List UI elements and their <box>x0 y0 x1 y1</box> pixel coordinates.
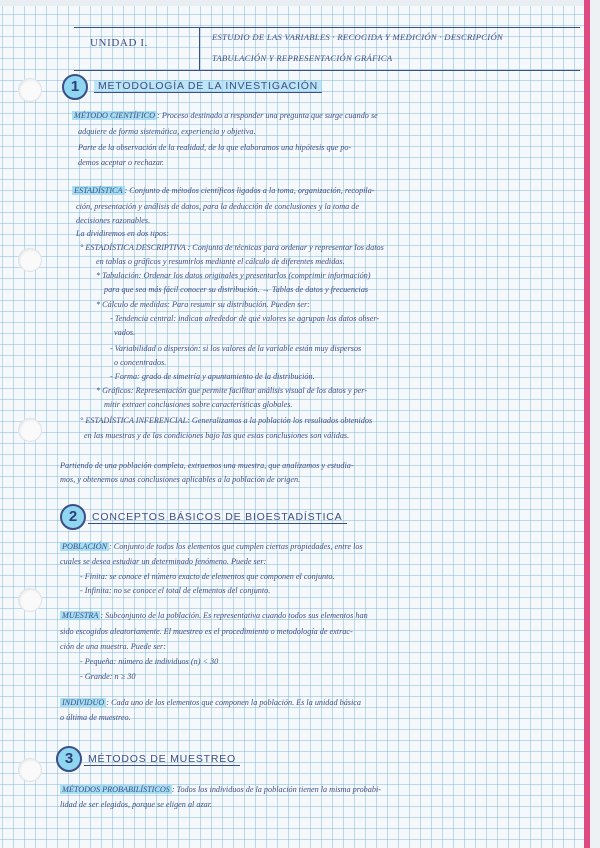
muestra-line-2: sido escogidos aleatoriamente. El muestreo es el procedimiento o metodología de extrac- <box>60 627 353 636</box>
muestra-def-text: : Subconjunto de la población. Es representativa cuando todos sus elementos han <box>100 611 368 620</box>
estadistica-def-text: : Conjunto de métodos científicos ligados a la toma, organización, recopila- <box>124 186 375 195</box>
binder-hole <box>18 758 42 782</box>
page-right-margin <box>584 0 600 848</box>
muestra-line-1 <box>60 610 368 621</box>
descriptiva-line-10: - Forma: grado de simetría y apuntamiento de la distribución. <box>110 372 315 381</box>
poblacion-line-4: - Infinita: no se conoce el total de elementos del conjunto. <box>80 586 271 595</box>
header-divider <box>199 28 200 70</box>
metodo-def-text: : Proceso destinado a responder una pregunta que surge cuando se <box>157 111 378 120</box>
binder-hole <box>18 588 42 612</box>
section-title-metodologia: METODOLOGÍA DE LA INVESTIGACIÓN <box>94 80 322 93</box>
poblacion-line-2: cuales se desea estudiar un determinado fenómeno. Puede ser: <box>60 557 267 566</box>
metodo-line-3: Parte de la observación de la realidad, de lo que elaboramos una hipótesis que po- <box>78 143 352 152</box>
estadistica-line-2: ción, presentación y análisis de datos, para la deducción de conclusiones y la toma de <box>76 202 360 211</box>
inferencial-line-1: ° ESTADÍSTICA INFERENCIAL: Generalizamos a la población los resultados obtenidos <box>80 416 373 425</box>
unit-topic-line-1: ESTUDIO DE LAS VARIABLES · RECOGIDA Y MEDICIÓN · DESCRIPCIÓN <box>212 32 503 42</box>
binder-hole <box>18 418 42 442</box>
muestra-line-3: ción de una muestra. Puede ser: <box>60 642 166 651</box>
section-title-conceptos: CONCEPTOS BÁSICOS DE BIOESTADÍSTICA <box>88 511 347 524</box>
probabilisticos-line-2: lidad de ser elegidos, porque se eligen al azar. <box>60 800 213 809</box>
term-estadistica: ESTADÍSTICA <box>74 186 123 195</box>
term-poblacion: POBLACIÓN <box>62 542 108 551</box>
unit-label: UNIDAD I. <box>90 37 148 49</box>
binder-hole <box>18 248 42 272</box>
metodo-line-4: demos aceptar o rechazar. <box>78 158 165 167</box>
individuo-def-text: : Cada uno de los elementos que componen la población. Es la unidad básica <box>106 698 361 707</box>
poblacion-muestra-line-2: mos, y obtenemos unas conclusiones aplicables a la población de origen. <box>60 475 301 484</box>
descriptiva-line-8: - Variabilidad o dispersión: si los valores de la variable están muy dispersos <box>110 344 362 353</box>
unit-topic-line-2: TABULACIÓN Y REPRESENTACIÓN GRÁFICA <box>212 53 393 63</box>
section-number-badge: 2 <box>60 504 86 530</box>
muestra-line-5: - Grande: n ≥ 30 <box>80 672 136 681</box>
descriptiva-line-9: o concentrados. <box>114 358 167 367</box>
poblacion-line-3: - Finita: se conoce el número exacto de elementos que componen el conjunto. <box>80 572 335 581</box>
descriptiva-line-6: - Tendencia central: indican alrededor de qué valores se agrupan los datos obser- <box>110 314 380 323</box>
term-individuo: INDIVIDUO <box>62 698 105 707</box>
descriptiva-line-1: ° ESTADÍSTICA DESCRIPTIVA : Conjunto de técnicas para ordenar y representar los datos <box>80 243 384 252</box>
section-title-muestreo: MÉTODOS DE MUESTREO <box>84 753 240 766</box>
term-muestra: MUESTRA <box>62 611 99 620</box>
descriptiva-line-11: * Gráficos: Representación que permite facilitar análisis visual de los datos y per- <box>96 386 368 395</box>
poblacion-muestra-line-1: Partiendo de una población completa, extraemos una muestra, que analizamos y estudia- <box>60 461 354 470</box>
descriptiva-line-2: en tablas o gráficos y resumirlos mediante el cálculo de diferentes medidas. <box>96 257 345 266</box>
descriptiva-line-5: * Cálculo de medidas: Para resumir su distribución. Pueden ser: <box>96 300 310 309</box>
term-metodo-cientifico: MÉTODO CIENTÍFICO <box>74 111 156 120</box>
estadistica-line-4: La dividiremos en dos tipos: <box>76 229 169 238</box>
page-top-edge <box>0 0 600 6</box>
binder-hole <box>18 78 42 102</box>
descriptiva-line-4: para que sea más fácil conocer su distribución. → Tablas de datos y frecuencias <box>104 285 369 294</box>
section-number-badge: 1 <box>62 74 88 100</box>
probabilisticos-def-text: : Todos los individuos de la población tienen la misma probabi- <box>171 785 381 794</box>
poblacion-def-text: : Conjunto de todos los elementos que cumplen ciertas propiedades, entre los <box>109 542 363 551</box>
muestra-line-4: - Pequeña: número de individuos (n) < 30 <box>80 657 219 666</box>
estadistica-line-3: decisiones razonables. <box>76 216 151 225</box>
probabilisticos-line-1 <box>60 784 381 795</box>
metodo-line-2: adquiere de forma sistemática, experiencia y objetiva. <box>78 127 256 136</box>
individuo-line-1 <box>60 697 361 708</box>
descriptiva-line-7: vados. <box>114 328 136 337</box>
descriptiva-line-12: mitir extraer conclusiones sobre características globales. <box>104 400 293 409</box>
section-number-badge: 3 <box>56 746 82 772</box>
poblacion-line-1 <box>60 541 363 552</box>
individuo-line-2: o última de muestreo. <box>60 713 131 722</box>
metodo-line-1 <box>72 110 378 121</box>
descriptiva-line-3: * Tabulación: Ordenar los datos originales y presentarlos (comprimir información) <box>96 271 371 280</box>
term-metodos-probabilisticos: MÉTODOS PROBABILÍSTICOS <box>62 785 170 794</box>
inferencial-line-2: en las muestras y de las condiciones bajo las que estas conclusiones son válidas. <box>84 431 350 440</box>
estadistica-line-1 <box>72 185 375 196</box>
